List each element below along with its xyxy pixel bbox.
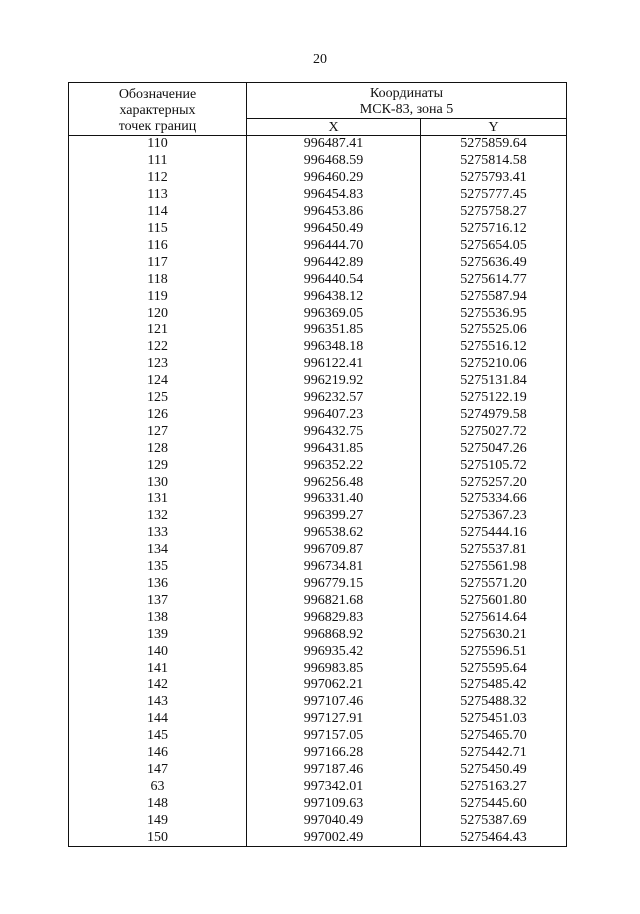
table-row [69,694,567,711]
cell-x: 996829.83 [247,609,421,626]
cell-x: 996219.92 [247,373,421,390]
cell-point: 140 [69,643,247,660]
cell-y: 5275027.72 [421,423,567,440]
cell-y: 5275450.49 [421,762,567,779]
cell-x: 996432.75 [247,423,421,440]
cell-y: 5274979.58 [421,407,567,424]
table-row [69,373,567,390]
cell-point: 114 [69,204,247,221]
cell-y: 5275451.03 [421,711,567,728]
cell-x: 997342.01 [247,778,421,795]
cell-point: 133 [69,525,247,542]
page-number: 20 [313,52,327,67]
cell-y: 5275758.27 [421,204,567,221]
header-point-designation [69,83,247,136]
table-row [69,390,567,407]
cell-y: 5275654.05 [421,237,567,254]
table-row [69,322,567,339]
cell-point: 144 [69,711,247,728]
cell-y: 5275444.16 [421,525,567,542]
cell-x: 996442.89 [247,254,421,271]
cell-point: 146 [69,745,247,762]
header-y: Y [421,119,567,136]
table-row [69,339,567,356]
header-coords-line2: МСК-83, зона 5 [359,101,454,117]
table-row [69,136,567,153]
table-row [69,542,567,559]
cell-x: 997002.49 [247,829,421,846]
table-row [69,660,567,677]
cell-point: 141 [69,660,247,677]
cell-point: 148 [69,795,247,812]
table-row [69,795,567,812]
table-body [69,136,567,847]
cell-x: 996352.22 [247,457,421,474]
cell-y: 5275122.19 [421,390,567,407]
table-row [69,576,567,593]
cell-y: 5275445.60 [421,795,567,812]
cell-x: 996431.85 [247,440,421,457]
cell-point: 117 [69,254,247,271]
table-row [69,288,567,305]
table-row [69,153,567,170]
cell-y: 5275257.20 [421,474,567,491]
cell-point: 123 [69,356,247,373]
cell-point: 122 [69,339,247,356]
cell-y: 5275334.66 [421,491,567,508]
table-row [69,745,567,762]
cell-x: 996868.92 [247,626,421,643]
cell-point: 132 [69,508,247,525]
table-row [69,525,567,542]
table-row [69,440,567,457]
cell-y: 5275777.45 [421,187,567,204]
cell-x: 996444.70 [247,237,421,254]
table-row [69,237,567,254]
cell-x: 996351.85 [247,322,421,339]
cell-y: 5275587.94 [421,288,567,305]
cell-point: 63 [69,778,247,795]
cell-point: 128 [69,440,247,457]
cell-x: 996453.86 [247,204,421,221]
table-row [69,407,567,424]
cell-y: 5275536.95 [421,305,567,322]
cell-y: 5275525.06 [421,322,567,339]
cell-x: 996331.40 [247,491,421,508]
cell-y: 5275131.84 [421,373,567,390]
cell-x: 996460.29 [247,170,421,187]
cell-y: 5275596.51 [421,643,567,660]
cell-x: 996538.62 [247,525,421,542]
cell-x: 996438.12 [247,288,421,305]
cell-y: 5275571.20 [421,576,567,593]
cell-x: 997107.46 [247,694,421,711]
header-x: X [247,119,421,136]
cell-y: 5275614.77 [421,271,567,288]
table-row [69,423,567,440]
header-point-line2: характерных [119,103,196,118]
cell-point: 149 [69,812,247,829]
table-row [69,778,567,795]
cell-x: 997040.49 [247,812,421,829]
cell-point: 120 [69,305,247,322]
cell-x: 996734.81 [247,559,421,576]
cell-y: 5275561.98 [421,559,567,576]
table-row [69,728,567,745]
cell-x: 996256.48 [247,474,421,491]
cell-x: 996468.59 [247,153,421,170]
table-row [69,271,567,288]
cell-x: 996487.41 [247,136,421,153]
cell-y: 5275859.64 [421,136,567,153]
cell-x: 996454.83 [247,187,421,204]
cell-x: 997157.05 [247,728,421,745]
cell-point: 138 [69,609,247,626]
cell-point: 139 [69,626,247,643]
cell-point: 147 [69,762,247,779]
table-row [69,170,567,187]
cell-x: 996440.54 [247,271,421,288]
cell-x: 996122.41 [247,356,421,373]
cell-x: 996232.57 [247,390,421,407]
cell-point: 119 [69,288,247,305]
table-row [69,491,567,508]
table-row [69,356,567,373]
cell-point: 111 [69,153,247,170]
cell-y: 5275464.43 [421,829,567,846]
cell-point: 142 [69,677,247,694]
cell-point: 115 [69,221,247,238]
cell-x: 996407.23 [247,407,421,424]
cell-y: 5275210.06 [421,356,567,373]
cell-point: 150 [69,829,247,846]
cell-y: 5275516.12 [421,339,567,356]
cell-y: 5275367.23 [421,508,567,525]
header-point-line1: Обозначение [118,87,197,102]
cell-x: 996983.85 [247,660,421,677]
cell-point: 134 [69,542,247,559]
cell-y: 5275105.72 [421,457,567,474]
cell-y: 5275716.12 [421,221,567,238]
cell-x: 996450.49 [247,221,421,238]
table-row [69,677,567,694]
table-row [69,187,567,204]
header-coordinates [247,83,567,119]
cell-x: 996779.15 [247,576,421,593]
cell-x: 997187.46 [247,762,421,779]
table-row [69,643,567,660]
table-row [69,457,567,474]
table-row [69,221,567,238]
cell-y: 5275488.32 [421,694,567,711]
cell-point: 110 [69,136,247,153]
cell-y: 5275614.64 [421,609,567,626]
cell-y: 5275485.42 [421,677,567,694]
table-row [69,559,567,576]
cell-point: 145 [69,728,247,745]
cell-y: 5275163.27 [421,778,567,795]
table-row [69,254,567,271]
cell-y: 5275465.70 [421,728,567,745]
cell-x: 997109.63 [247,795,421,812]
cell-x: 996348.18 [247,339,421,356]
cell-y: 5275630.21 [421,626,567,643]
cell-point: 121 [69,322,247,339]
header-coords-line1: Координаты [370,85,443,101]
cell-y: 5275814.58 [421,153,567,170]
cell-x: 996399.27 [247,508,421,525]
cell-point: 118 [69,271,247,288]
table-row [69,762,567,779]
cell-x: 997127.91 [247,711,421,728]
cell-point: 125 [69,390,247,407]
cell-point: 137 [69,592,247,609]
cell-x: 996709.87 [247,542,421,559]
table-row [69,829,567,846]
cell-point: 116 [69,237,247,254]
cell-point: 129 [69,457,247,474]
cell-point: 131 [69,491,247,508]
cell-point: 124 [69,373,247,390]
cell-y: 5275537.81 [421,542,567,559]
cell-y: 5275793.41 [421,170,567,187]
cell-point: 143 [69,694,247,711]
table-row [69,592,567,609]
table-row [69,812,567,829]
cell-y: 5275442.71 [421,745,567,762]
table-row [69,305,567,322]
cell-point: 135 [69,559,247,576]
cell-x: 996821.68 [247,592,421,609]
cell-x: 997166.28 [247,745,421,762]
cell-point: 113 [69,187,247,204]
cell-point: 112 [69,170,247,187]
table-row [69,711,567,728]
cell-point: 126 [69,407,247,424]
cell-y: 5275601.80 [421,592,567,609]
cell-point: 130 [69,474,247,491]
cell-y: 5275387.69 [421,812,567,829]
cell-y: 5275047.26 [421,440,567,457]
cell-point: 136 [69,576,247,593]
cell-y: 5275595.64 [421,660,567,677]
cell-point: 127 [69,423,247,440]
table-row [69,609,567,626]
table-row [69,626,567,643]
cell-x: 997062.21 [247,677,421,694]
table-row [69,204,567,221]
header-point-line3: точек границ [118,119,197,134]
cell-x: 996369.05 [247,305,421,322]
cell-x: 996935.42 [247,643,421,660]
table-row [69,508,567,525]
coordinates-table [68,82,567,847]
cell-y: 5275636.49 [421,254,567,271]
table-row [69,474,567,491]
